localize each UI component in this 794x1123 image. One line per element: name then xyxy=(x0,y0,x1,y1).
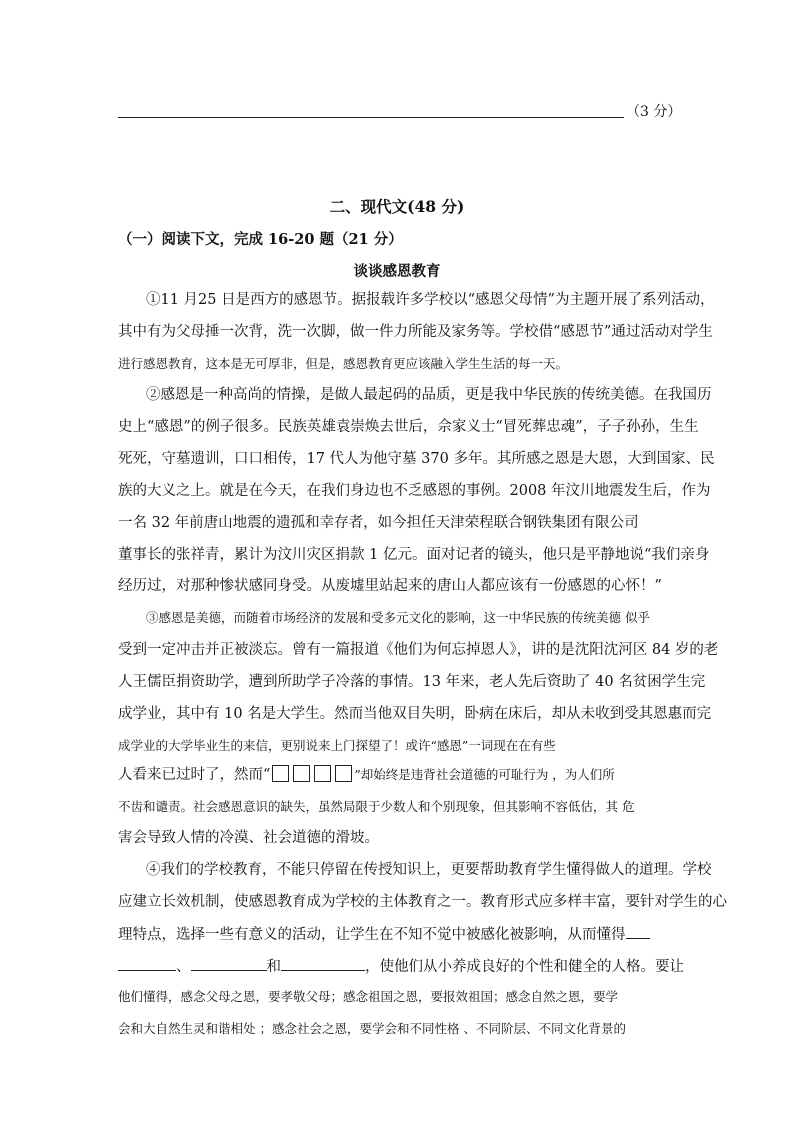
fill-blank[interactable] xyxy=(281,956,365,971)
answer-blank-line[interactable] xyxy=(118,117,624,118)
text-segment: ”却始终是违背社会道德的可耻行为 ，为人们所 xyxy=(354,767,615,782)
text-segment: ，使他们从小养成良好的个性和健全的人格。要让 xyxy=(365,959,684,975)
article-title: 谈谈感恩教育 xyxy=(353,263,441,280)
fill-blank[interactable] xyxy=(191,956,267,971)
answer-box[interactable] xyxy=(314,765,331,782)
answer-box[interactable] xyxy=(335,765,352,782)
score-label: （3 分） xyxy=(626,104,682,120)
text-line: ①11 月25 日是西方的感恩节。据报载许多学校以“感恩父母情”为主题开展了系列活动， xyxy=(146,292,715,308)
text-line: 害会导致人情的冷漠、社会道德的滑坡。 xyxy=(118,830,379,846)
text-line: 死死，守墓遗训，口口相传，17 代人为他守墓 370 多年。其所感之恩是大恩，大到国家、民 xyxy=(118,451,715,467)
section-title: 二、现代文(48 分) xyxy=(329,197,465,216)
text-line-with-boxes xyxy=(118,765,615,785)
text-line: 成学业的大学毕业生的来信，更别说来上门探望了！或许“感恩”一词现在在有些 xyxy=(118,738,556,753)
text-line: ③感恩是美德，而随着市场经济的发展和受多元文化的影响，这一中华民族的传统美德 似乎 xyxy=(146,610,650,625)
text-segment: 人看来已过时了，然而“ xyxy=(118,767,271,783)
text-segment: 理特点，选择一些有意义的活动，让学生在不知不觉中被感化被影响，从而懂得 xyxy=(118,927,626,943)
text-line-with-blanks xyxy=(118,956,684,977)
separator: 、 xyxy=(176,959,191,975)
text-line: 其中有为父母捶一次背，洗一次脚，做一件力所能及家务等。学校借“感恩节”通过活动对学生 xyxy=(118,324,713,340)
section-subtitle: （一）阅读下文，完成 16-20 题（21 分） xyxy=(118,231,403,248)
answer-box[interactable] xyxy=(293,765,310,782)
fill-blank[interactable] xyxy=(626,924,650,939)
fill-blank[interactable] xyxy=(118,956,176,971)
text-line: 经历过，对那种惨状感同身受。从废墟里站起来的唐山人都应该有一份感恩的心怀！” xyxy=(118,578,662,594)
text-line: 受到一定冲击并正被淡忘。曾有一篇报道《他们为何忘掉恩人》，讲的是沈阳沈河区 84 岁的老 xyxy=(118,642,719,658)
text-line: 进行感恩教育，这本是无可厚非，但是，感恩教育更应该融入学生生活的每一天。 xyxy=(118,356,569,371)
text-line: 成学业，其中有 10 名是大学生。然而当他双目失明，卧病在床后，却从未收到受其恩惠而完 xyxy=(118,706,712,722)
text-line: 一名 32 年前唐山地震的遗孤和幸存者，如今担任天津荣程联合钢铁集团有限公司 xyxy=(118,515,639,531)
text-line: ④我们的学校教育，不能只停留在传授知识上，更要帮助教育学生懂得做人的道理。学校 xyxy=(146,862,712,878)
text-line: ②感恩是一种高尚的情操，是做人最起码的品质，更是我中华民族的传统美德。在我国历 xyxy=(146,387,712,403)
text-line: 应建立长效机制，使感恩教育成为学校的主体教育之一。教育形式应多样丰富，要针对学生的心 xyxy=(118,894,727,910)
separator: 和 xyxy=(266,959,281,975)
text-line: 董事长的张祥青，累计为汶川灾区捐款 1 亿元。面对记者的镜头，他只是平静地说“我们亲身 xyxy=(118,547,710,563)
answer-box[interactable] xyxy=(272,765,289,782)
text-line: 族的大义之上。就是在今天，在我们身边也不乏感恩的事例。2008 年汶川地震发生后，作为 xyxy=(118,483,711,499)
text-line: 人王儒臣捐资助学，遭到所助学子冷落的事情。13 年来，老人先后资助了 40 名贫困学生完 xyxy=(118,674,706,690)
text-line: 会和大自然生灵和谐相处 ；感念社会之恩，要学会和不同性格 、不同阶层、不同文化背景的 xyxy=(118,1021,626,1036)
text-line: 史上“感恩”的例子很多。民族英雄袁崇焕去世后，佘家义士“冒死葬忠魂”，子子孙孙，生生 xyxy=(118,419,699,435)
text-line: 他们懂得，感念父母之恩，要孝敬父母；感念祖国之恩，要报效祖国；感念自然之恩，要学 xyxy=(118,989,619,1004)
text-line: 不齿和谴责。社会感恩意识的缺失，虽然局限于少数人和个别现象，但其影响不容低估，其 危 xyxy=(118,799,635,814)
text-line xyxy=(118,924,650,945)
